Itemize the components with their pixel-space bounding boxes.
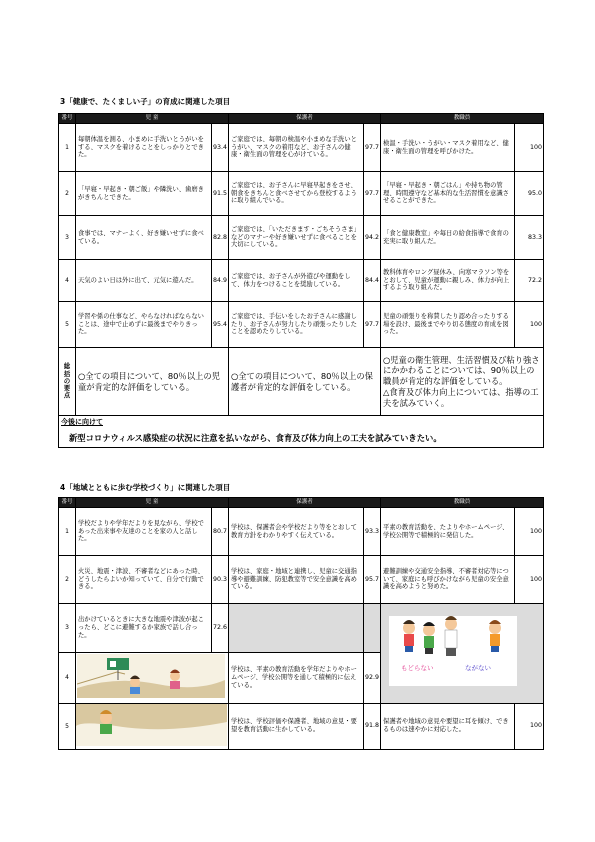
table-header	[59, 498, 544, 508]
guardian-percent: 84.4	[364, 260, 381, 302]
staff-item: 「早寝・早起き・朝ごはん」や持ち物の管理、時間遵守など基本的な生活習慣を意識させることができた。	[381, 172, 515, 216]
row-number: 4	[59, 260, 76, 302]
staff-percent: 83.3	[515, 216, 544, 260]
child-item: 天気のよい日は外に出て、元気に遊んだ。	[76, 260, 212, 302]
child-percent: 84.9	[212, 260, 229, 302]
header-child: 児 童	[76, 498, 229, 508]
table-row	[59, 302, 544, 348]
evacuation-illustration	[77, 654, 225, 698]
table-row	[59, 124, 544, 172]
table-header	[59, 114, 544, 124]
staff-percent: 95.0	[515, 172, 544, 216]
staff-item: 教科体育やロング昼休み、向寒マラソン等をとおして、児童が運動に親しみ、体力が向上するよう取り組んだ。	[381, 260, 515, 302]
table-row	[59, 604, 544, 653]
guardian-item: 学校は、家庭・地域と連携し、児童に交通指導や避難訓練、防犯教室等で安全意識を高めている。	[229, 556, 364, 604]
table-row	[59, 260, 544, 302]
guardian-percent: 91.8	[364, 703, 381, 749]
guardian-item: ご家庭では、「いただきます・ごちそうさま」などのマナーや好き嫌いせずに食べることを大切にしている。	[229, 216, 364, 260]
row-number: 5	[59, 703, 76, 749]
child-item: 火災、地震・津波、不審者などにあった時、どうしたらよいか知っていて、自分で行動できる。	[76, 556, 212, 604]
header-staff: 教職員	[381, 498, 544, 508]
child-percent: 72.6	[212, 604, 229, 653]
table-row	[59, 216, 544, 260]
table-row	[59, 703, 544, 749]
evacuation-illustration-continued	[76, 703, 229, 749]
staff-percent: 72.2	[515, 260, 544, 302]
toward-text: 新型コロナウィルス感染症の状況に注意を払いながら、食育及び体力向上の工夫を試みていきたい。	[59, 429, 544, 448]
child-item: 出かけているときに大きな地震や津波が起こったら、どこに避難するか家族で話し合った。	[76, 604, 212, 653]
header-child: 児 童	[76, 114, 229, 124]
child-item: 学校だよりや学年だよりを見ながら、学校であった出来事や友達のことを家の人と話した。	[76, 508, 212, 556]
running-child-3	[100, 710, 112, 734]
child-percent: 95.4	[212, 302, 229, 348]
evacuation-illustration-lower	[76, 704, 227, 746]
guardian-item: ご家庭では、毎朝の検温や小まめな手洗いとうがい、マスクの着用など、お子さんの健康・衛生面の管理を心がけている。	[229, 124, 364, 172]
guardian-item: ご家庭では、お子さんに早寝早起きをさせ、朝食をきちんと食べさせてから登校するように取り組んでいる。	[229, 172, 364, 216]
guardian-percent: 95.7	[364, 556, 381, 604]
child-percent: 91.5	[212, 172, 229, 216]
guardian-item: 学校は、保護者会や学校だより等をとおして教育方針をわかりやすく伝えている。	[229, 508, 364, 556]
child-item: 食事では、マナーよく、好き嫌いせずに食べている。	[76, 216, 212, 260]
illustration-text-2: ながない	[465, 664, 492, 672]
summary-row	[59, 348, 544, 416]
staff-item: 保護者や地域の意見や要望に耳を傾け、できるものは速やかに対応した。	[381, 703, 515, 749]
blank-cell	[229, 604, 364, 653]
section4-table	[58, 497, 544, 750]
evacuation-illustration-cell	[76, 652, 229, 703]
child-percent: 80.7	[212, 508, 229, 556]
row-number: 3	[59, 216, 76, 260]
row-number: 2	[59, 172, 76, 216]
header-staff: 教職員	[381, 114, 544, 124]
summary-label: 総 括 の 要 点	[59, 348, 76, 416]
illustration-text-1: もどらない	[401, 664, 434, 672]
running-child-1	[130, 676, 140, 695]
guardian-percent: 97.7	[364, 172, 381, 216]
table-row	[59, 172, 544, 216]
children-illustration	[381, 604, 543, 700]
guardian-percent: 97.7	[364, 124, 381, 172]
guardian-percent: 94.2	[364, 216, 381, 260]
child-item: 毎朝体温を測る、小まめに手洗いとうがいをする、マスクを着けることをしっかりとできた。	[76, 124, 212, 172]
staff-item: 避難訓練や交通安全指導、不審者対応等について、家庭にも呼びかけながら児童の安全意識を高めようと努めた。	[381, 556, 515, 604]
staff-percent: 100	[515, 302, 544, 348]
section3-title: 3「健康で、たくましい子」の育成に関連した項目	[60, 97, 231, 106]
staff-percent: 100	[515, 556, 544, 604]
section4-title: 4「地域とともに歩む学校づくり」に関連した項目	[60, 483, 231, 492]
staff-percent: 100	[515, 703, 544, 749]
guardian-item: ご家庭では、お子さんが外遊びや運動をして、体力をつけることを奨励している。	[229, 260, 364, 302]
child-percent: 93.4	[212, 124, 229, 172]
row-number: 1	[59, 124, 76, 172]
row-number: 2	[59, 556, 76, 604]
guardian-percent: 97.7	[364, 302, 381, 348]
table-row	[59, 556, 544, 604]
guardian-item: ご家庭では、手伝いをしたお子さんに感謝したり、お子さんが努力したり頑張ったりしたことを認めたりしている。	[229, 302, 364, 348]
summary-guardian: ○全ての項目について、80％以上の保護者が肯定的な評価をしている。	[229, 348, 381, 416]
section3-table	[58, 113, 544, 448]
child-item: 学習や係の仕事など、やらなければならないことは、途中で止めずに最後までやりきった。	[76, 302, 212, 348]
staff-item: 平素の教育活動を、たよりやホームページ、学校公開等で積極的に発信した。	[381, 508, 515, 556]
guardian-percent: 93.3	[364, 508, 381, 556]
adult-figure	[445, 616, 457, 656]
guardian-item: 学校は、学校評価や保護者、地域の意見・要望を教育活動に生かしている。	[229, 703, 364, 749]
staff-item: 「食と健康教室」や毎日の給食指導で食育の充実に取り組んだ。	[381, 216, 515, 260]
guardian-item: 学校は、平素の教育活動を学年だよりやホームページ、学校公開等を通して積極的に伝えている。	[229, 652, 364, 703]
summary-child: ○全ての項目について、80％以上の児童が肯定的な評価をしている。	[76, 348, 229, 416]
running-child-2	[170, 670, 180, 690]
child-item: 「早寝・早起き・朝ご飯」や隣洗い、歯磨きがきちんとできた。	[76, 172, 212, 216]
summary-staff: ○児童の衛生管理、生活習慣及び粘り強さにかかわることについては、90％以上の職員が肯定的な評価をしている。 △食育及び体力向上については、指導の工夫を試みていく。	[381, 348, 544, 416]
toward-label: 今後に向けて	[59, 416, 544, 429]
row-number: 5	[59, 302, 76, 348]
header-no: 番号	[59, 114, 76, 124]
staff-item: 検温・手洗い・うがい・マスク着用など、健康・衛生面の管理を呼びかけた。	[381, 124, 515, 172]
staff-percent: 100	[515, 124, 544, 172]
row-number: 4	[59, 652, 76, 703]
guardian-percent: 92.9	[364, 652, 381, 703]
row-number: 1	[59, 508, 76, 556]
child-percent: 90.3	[212, 556, 229, 604]
header-no: 番号	[59, 498, 76, 508]
staff-item: 児童の頑張りを称賛したり認め合ったりする場を設け、最後までやり切る態度の育成を図った。	[381, 302, 515, 348]
header-guardian: 保護者	[229, 114, 381, 124]
staff-percent: 100	[515, 508, 544, 556]
row-number: 3	[59, 604, 76, 653]
child-percent: 82.8	[212, 216, 229, 260]
table-row	[59, 508, 544, 556]
header-guardian: 保護者	[229, 498, 381, 508]
blank-cell	[364, 604, 381, 653]
illustration-cell	[381, 604, 544, 704]
